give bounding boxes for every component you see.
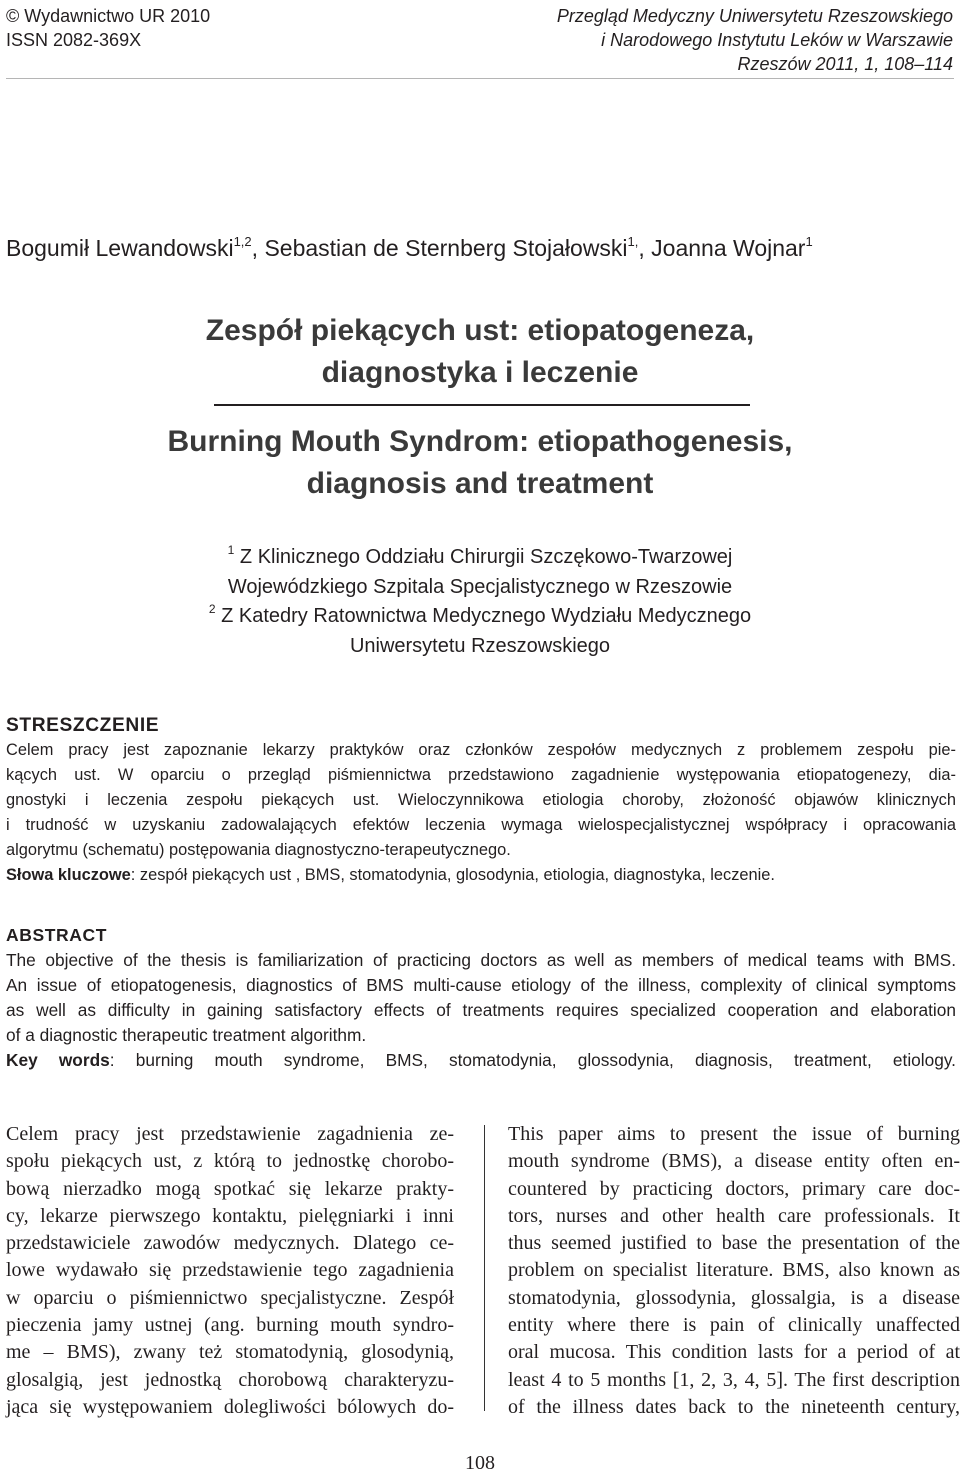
affiliation-text: Z Katedry Ratownictwa Medycznego Wydziału Medycznego (215, 605, 752, 627)
issn-line: ISSN 2082-369X (6, 30, 142, 50)
body-line: przedstawiciele zawodów medycznych. Dlatego ce- (6, 1232, 454, 1255)
body-line: of the illness dates back to the nineteenth century, (508, 1395, 960, 1418)
author-separator: , (251, 235, 265, 261)
affiliation-line (0, 573, 960, 603)
body-line: pieczenia jamy ustnej (ang. burning mouth syndro- (6, 1314, 454, 1337)
copyright-line: © Wydawnictwo UR 2010 (6, 6, 211, 26)
abstract-section (6, 923, 956, 1073)
title-divider (214, 404, 750, 406)
abstract-line: of a diagnostic therapeutic treatment algorithm. (6, 1025, 367, 1045)
title-polish (0, 310, 960, 394)
header-divider (6, 78, 954, 79)
body-line: least 4 to 5 months [1, 2, 3, 4, 5]. The first description (508, 1368, 960, 1391)
keywords-pl-label: Słowa kluczowe (6, 866, 131, 884)
abstract-heading: ABSTRACT (6, 925, 108, 945)
page-number: 108 (465, 1452, 495, 1474)
body-line: thus seemed justified to base the presentation of the (508, 1232, 960, 1255)
streszczenie-line: kących ust. W oparciu o przegląd piśmiennictwa przedstawiono zagadnienie występowania etiopatogenezy, dia- (6, 766, 956, 784)
author-affiliation-mark: 1,2 (233, 234, 252, 249)
affiliations (0, 543, 960, 661)
body-line: jąca się występowaniem dolegliwości bólowych do- (6, 1395, 454, 1418)
title-polish-line: diagnostyka i leczenie (321, 356, 639, 389)
body-line: glosalgią, jest jednostką chorobową charakteryzu- (6, 1368, 454, 1391)
title-polish-line: Zespół piekących ust: etiopatogeneza, (205, 314, 755, 347)
body-line: entity where there is pain of clinically unaffected (508, 1314, 960, 1337)
streszczenie-line: algorytmu (schematu) postępowania diagnostyczno-terapeutycznego. (6, 841, 511, 859)
affiliation-line (0, 543, 960, 573)
body-line: me – BMS), zwany też stomatodynią, glosodynią, (6, 1341, 454, 1364)
keywords-en-text: : burning mouth syndrome, BMS, stomatodynia, glossodynia, diagnosis, treatment, etiology. (109, 1050, 956, 1070)
author-name: Bogumił Lewandowski (6, 235, 234, 261)
streszczenie-section (6, 713, 956, 888)
body-line: oral mucosa. This condition lasts for a period of at (508, 1341, 960, 1364)
affiliation-mark: 1 (227, 543, 235, 557)
body-line: stomatodynia, glossodynia, glossalgia, is a disease (508, 1286, 960, 1309)
streszczenie-line: Celem pracy jest zapoznanie lekarzy praktyków oraz członków zespołów medycznych z problemem zespołu pie- (6, 741, 956, 759)
body-line: mouth syndrome (BMS), a disease entity often en- (508, 1150, 960, 1173)
body-line: This paper aims to present the issue of burning (508, 1123, 960, 1145)
abstract-line: as well as difficulty in gaining satisfactory effects of treatments requires specialized cooperation and elaboration (6, 1000, 956, 1020)
affiliation-text: Uniwersytetu Rzeszowskiego (349, 634, 611, 657)
abstract-line: The objective of the thesis is familiarization of practicing doctors as well as members of medical teams with BMS. (6, 950, 956, 970)
title-english-line: diagnosis and treatment (306, 467, 654, 500)
body-line: w oparciu o piśmiennictwo specjalistyczne. Zespół (6, 1286, 454, 1309)
journal-name-line-1: Przegląd Medyczny Uniwersytetu Rzeszowskiego (556, 6, 953, 26)
journal-publisher-info (6, 4, 210, 52)
affiliation-text: Wojewódzkiego Szpitala Specjalistycznego w Rzeszowie (227, 575, 733, 598)
body-line: społu piekących ust, z którą to jednostkę chorobo- (6, 1150, 454, 1173)
author-name: Joanna Wojnar (651, 235, 806, 261)
affiliation-mark: 2 (208, 602, 216, 616)
title-english (0, 421, 960, 505)
journal-issue-line: Rzeszów 2011, 1, 108–114 (737, 54, 953, 74)
streszczenie-line: gnostyki i leczenia zespołu piekących ust. Wieloczynnikowa etiologia choroby, złożoność objawów klinicznych (6, 791, 956, 809)
body-line: tors, nurses and other health care professionals. It (508, 1204, 960, 1227)
author-list (6, 233, 813, 263)
keywords-pl-text: : zespół piekących ust , BMS, stomatodynia, glosodynia, etiologia, diagnostyka, leczenie. (130, 866, 775, 884)
journal-name-line-2: i Narodowego Instytutu Leków w Warszawie (601, 30, 953, 50)
title-english-line: Burning Mouth Syndrom: etiopathogenesis, (167, 425, 793, 458)
body-column-polish (6, 1121, 454, 1421)
body-line: problem on specialist literature. BMS, also known as (508, 1259, 960, 1282)
keywords-en (6, 1048, 956, 1073)
body-line: cy, lekarze pierwszego kontaktu, pielęgniarki i inni (6, 1204, 454, 1227)
column-divider (484, 1125, 485, 1411)
keywords-en-label: Key words (6, 1050, 110, 1070)
author-affiliation-mark: 1, (627, 234, 639, 249)
body-line: bową nierzadko mogą spotkać się lekarze prakty- (6, 1177, 454, 1200)
body-line: lowe wydawało się przedstawienie tego zagadnienia (6, 1259, 454, 1282)
keywords-pl (6, 863, 956, 888)
affiliation-line (0, 632, 960, 662)
journal-citation (557, 4, 953, 76)
affiliation-line (0, 602, 960, 632)
streszczenie-heading: STRESZCZENIE (6, 715, 160, 736)
author-separator: , (638, 235, 652, 261)
streszczenie-line: i trudność w uzyskaniu zadowalających efektów leczenia wymaga wielospecjalistycznej współpracy i opracowania (6, 816, 956, 834)
body-column-english (508, 1121, 960, 1421)
affiliation-text: Z Klinicznego Oddziału Chirurgii Szczękowo-Twarzowej (234, 546, 733, 568)
abstract-line: An issue of etiopatogenesis, diagnostics of BMS multi-cause etiology of the illness, complexity of clinical symptoms (6, 975, 956, 995)
author-name: Sebastian de Sternberg Stojałowski (264, 235, 628, 261)
author-affiliation-mark: 1 (805, 234, 813, 249)
body-line: Celem pracy jest przedstawienie zagadnienia ze- (6, 1123, 454, 1145)
body-line: countered by practicing doctors, primary care doc- (508, 1177, 960, 1200)
